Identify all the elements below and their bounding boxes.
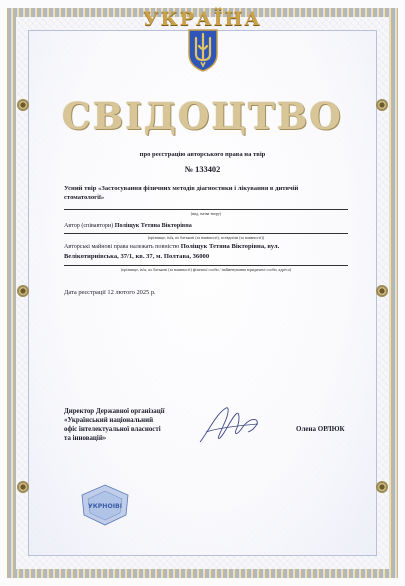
author-label: Автор (співавтори)	[64, 223, 114, 229]
director-line-4: та інновацій»	[64, 435, 107, 442]
certificate-subtitle: про реєстрацію авторського права на твір	[139, 151, 266, 158]
registration-date: Дата реєстрації 12 лютого 2025 р.	[64, 289, 156, 296]
rosette-right-bottom	[377, 482, 387, 492]
rights-address: Велікотирнівська, 37/1, кв. 37, м. Полтава, 36000	[64, 253, 210, 260]
rosette-left-middle	[18, 286, 28, 296]
rights-holder: Поліщук Тетяна Вікторівна, вул.	[180, 243, 280, 250]
director-line-2: «Український національний	[64, 417, 154, 424]
certificate-number: № 133402	[184, 165, 221, 174]
country-heading: УКРАЇНА	[143, 8, 262, 30]
work-divider	[64, 209, 348, 210]
rosette-right-middle	[377, 286, 387, 296]
signature-mark	[196, 402, 266, 448]
author-caption: (прізвище, ім'я, по батькові (за наявності), псевдонім (за наявності))	[147, 235, 265, 240]
rights-divider	[64, 265, 348, 266]
author-divider	[64, 233, 348, 234]
work-title-line-2: стоматології»	[64, 194, 105, 201]
rosette-left-bottom	[18, 482, 28, 492]
author-line	[64, 222, 364, 230]
rights-prefix: Авторські майнові права належать повністю	[64, 244, 180, 250]
director-line-3: офіс інтелектуальної власності	[64, 426, 161, 433]
director-line-1: Директор Державної організації	[64, 408, 165, 415]
seal-text: УКРНОІВІ	[87, 503, 123, 510]
work-title-line-1: Усний твір «Застосування фізичних методів діагностики і лікування в дитячій	[64, 185, 299, 192]
certificate-title: СВІДОЦТВО	[62, 96, 343, 138]
official-seal	[74, 481, 136, 529]
work-caption: (вид, назва твору)	[190, 211, 222, 216]
rights-line-1	[64, 243, 354, 251]
trident-emblem-icon	[187, 28, 219, 72]
rights-caption: (прізвище, ім'я, по батькові (за наявності) фізичної особи / найменування юридичної особи, адреса)	[120, 267, 292, 272]
author-name: Поліщук Тетяна Вікторівна	[114, 223, 192, 229]
signer-name: Олена ОРЛЮК	[296, 425, 345, 433]
